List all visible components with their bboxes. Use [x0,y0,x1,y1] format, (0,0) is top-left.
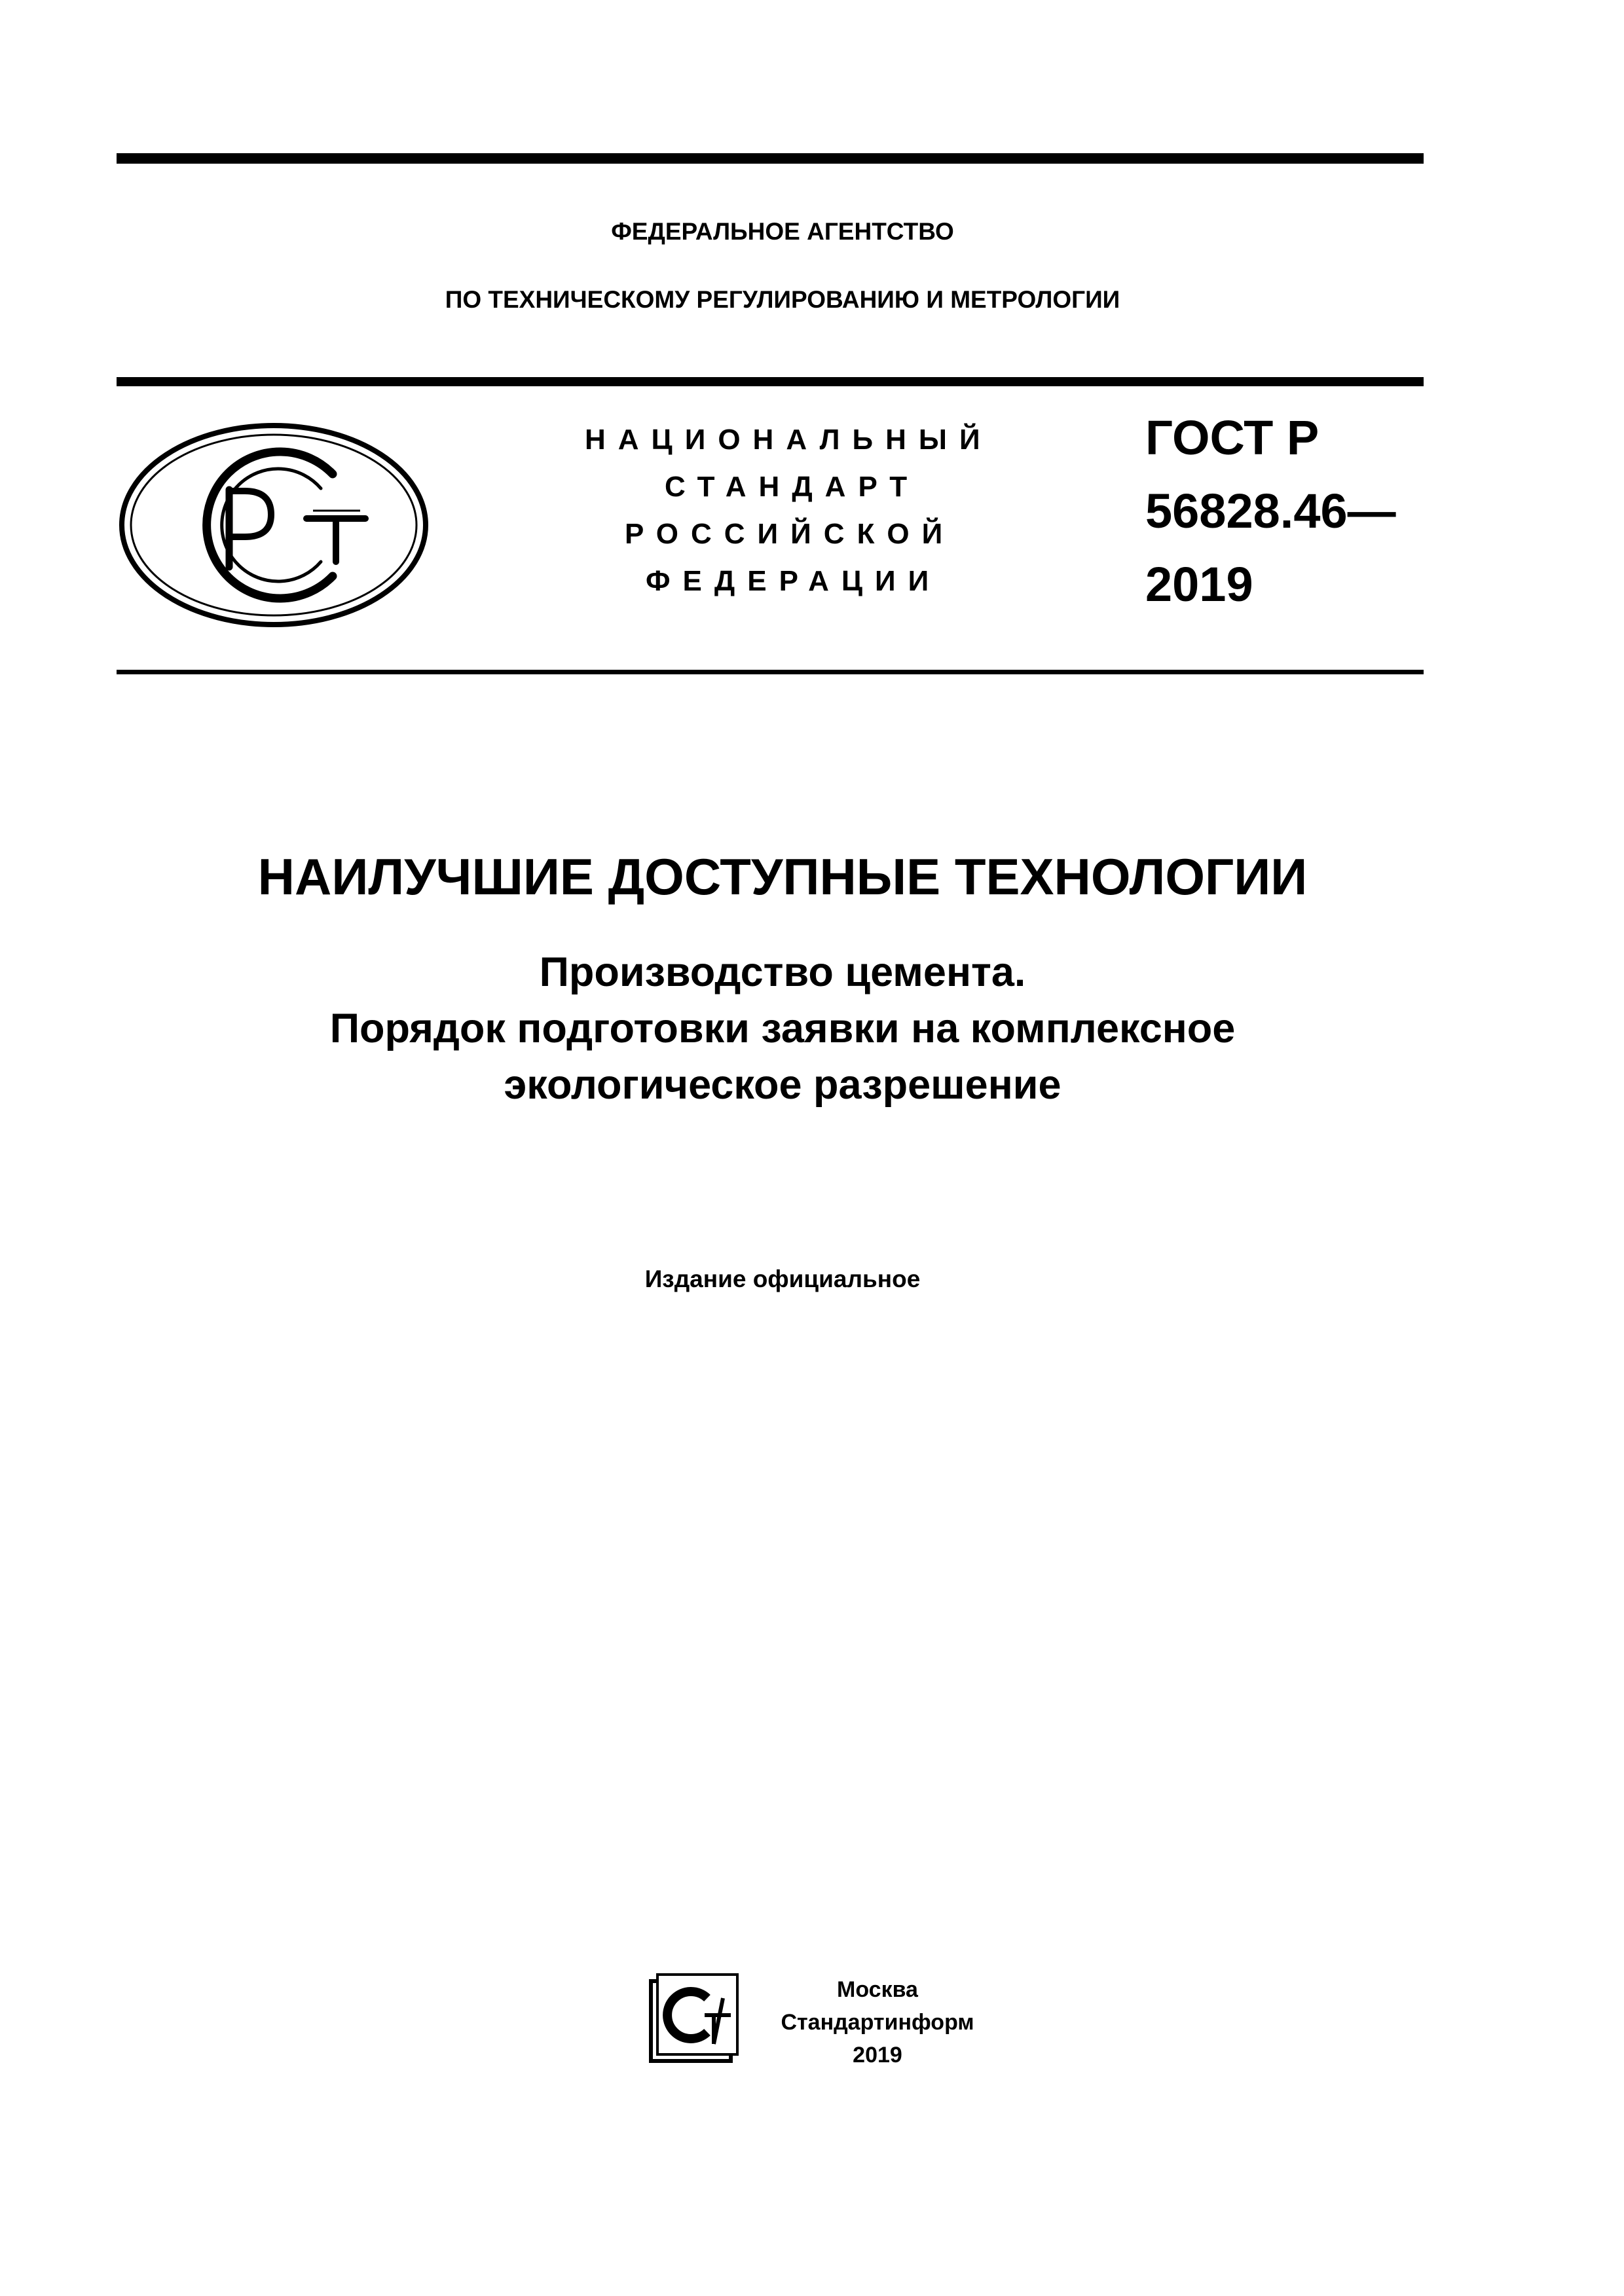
national-standard-line-1: НАЦИОНАЛЬНЫЙ [585,424,993,456]
standard-designation-line-1: ГОСТ Р [1145,410,1320,465]
national-standard-line-3: РОССИЙСКОЙ [625,518,955,550]
standard-designation-line-2: 56828.46— [1145,484,1396,538]
document-subtitle-line-2: Порядок подготовки заявки на комплексное [329,1006,1236,1051]
publisher-city: Москва [837,1977,918,2002]
rst-certification-mark-icon [117,419,431,632]
top-rule [117,153,1424,164]
national-standard-line-2: СТАНДАРТ [665,471,920,503]
publisher-name: Стандартинформ [781,2010,974,2035]
publisher-year: 2019 [853,2043,902,2068]
edition-label: Издание официальное [644,1266,921,1292]
document-subtitle-line-3: экологическое разрешение [504,1062,1061,1108]
agency-name-line-2: ПО ТЕХНИЧЕСКОМУ РЕГУЛИРОВАНИЮ И МЕТРОЛОГИИ [445,286,1120,313]
standartinform-logo-icon [648,1972,740,2064]
document-subtitle-line-1: Производство цемента. [539,949,1026,995]
middle-rule [117,377,1424,386]
standard-designation-line-3: 2019 [1145,557,1253,611]
bottom-rule [117,670,1424,674]
agency-name-line-1: ФЕДЕРАЛЬНОЕ АГЕНТСТВО [611,218,954,245]
document-title: НАИЛУЧШИЕ ДОСТУПНЫЕ ТЕХНОЛОГИИ [257,848,1308,905]
national-standard-line-4: ФЕДЕРАЦИИ [646,565,942,597]
